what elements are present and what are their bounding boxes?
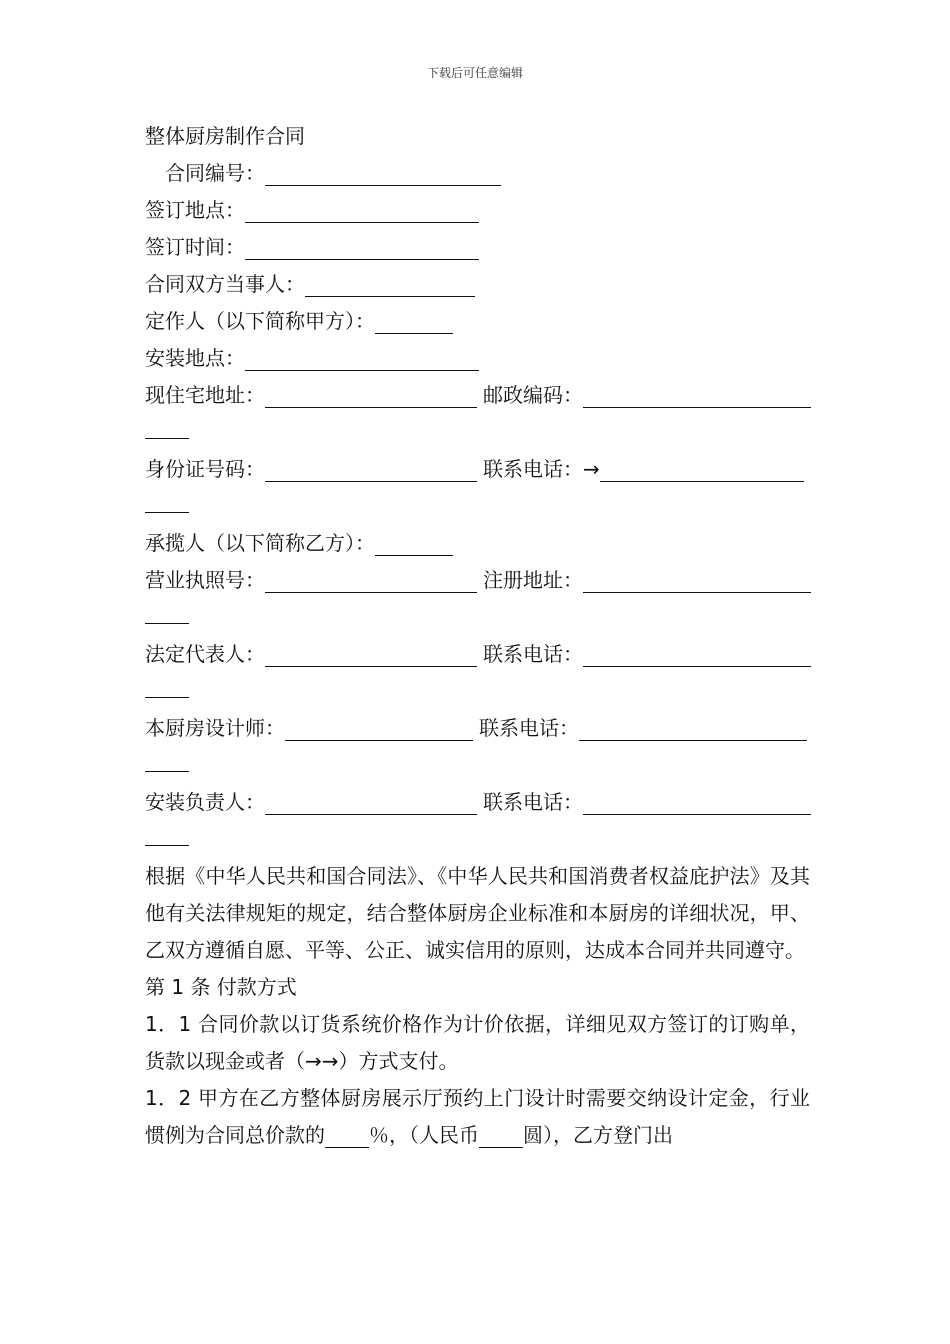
field-party-b [145,525,810,562]
contract-title: 整体厨房制作合同 [145,124,305,148]
field-label: 身份证号码： [145,457,265,481]
field-label: 本厨房设计师： [145,716,285,740]
blank-continuation [145,821,810,858]
clause-1-2 [145,1080,810,1154]
field-address [145,377,810,414]
field-label: 签订时间： [145,235,245,259]
field-label: 签订地点： [145,198,245,222]
field-label: 联系电话： [479,716,579,740]
blank-line[interactable] [583,383,811,408]
blank-line[interactable] [265,568,477,593]
field-sign-time [145,229,810,266]
contract-body [145,118,810,1154]
blank-line[interactable] [245,346,479,371]
clause-text: ％，（人民币 [369,1123,479,1147]
blank-line[interactable] [145,823,189,846]
blank-line[interactable] [245,235,479,260]
field-label: 合同双方当事人： [145,272,305,296]
field-label: 注册地址： [483,568,583,592]
blank-continuation [145,747,810,784]
field-party-a [145,303,810,340]
blank-line[interactable] [325,1123,369,1148]
field-contract-no [145,155,810,192]
blank-continuation [145,673,810,710]
field-id-no [145,451,810,488]
field-label: 安装地点： [145,346,245,370]
blank-line[interactable] [145,601,189,624]
blank-line[interactable] [265,161,501,186]
blank-line[interactable] [145,416,189,439]
field-label: 承揽人（以下简称乙方）： [145,531,375,555]
clause-text: 圆），乙方登门出 [523,1123,673,1147]
blank-line[interactable] [600,457,804,482]
blank-line[interactable] [375,309,453,334]
clause-1-1: 1．1 合同价款以订货系统价格作为计价依据，详细见双方签订的订购单，货款以现金或者（→→）方式支付。 [145,1012,810,1073]
field-legal-rep [145,636,810,673]
field-label: 法定代表人： [145,642,265,666]
field-label: 现住宅地址： [145,383,265,407]
field-label: 联系电话： [483,457,583,481]
field-label: 定作人（以下简称甲方）： [145,309,375,333]
field-label: 联系电话： [483,642,583,666]
field-designer [145,710,810,747]
field-installer [145,784,810,821]
blank-line[interactable] [479,1123,523,1148]
blank-line[interactable] [583,642,811,667]
blank-line[interactable] [265,790,477,815]
page-header: 下载后可任意编辑 [426,66,523,80]
blank-continuation [145,599,810,636]
field-parties [145,266,810,303]
field-sign-place [145,192,810,229]
blank-line[interactable] [579,716,807,741]
blank-line[interactable] [583,568,811,593]
field-license [145,562,810,599]
blank-continuation [145,414,810,451]
blank-line[interactable] [265,457,477,482]
field-label: 联系电话： [483,790,583,814]
field-install-place [145,340,810,377]
arrow-mark: → [583,457,600,481]
blank-line[interactable] [285,716,473,741]
blank-line[interactable] [265,642,477,667]
clause-text: 1．2 甲方在乙方整体厨房展示厅预约上门设计时需要交纳设计定金，行业惯例为合同总价款的 [145,1086,810,1147]
blank-line[interactable] [145,675,189,698]
blank-line[interactable] [245,198,479,223]
preamble-paragraph: 根据《中华人民共和国合同法》、《中华人民共和国消费者权益庇护法》及其他有关法律规矩的规定，结合整体厨房企业标准和本厨房的详细状况，甲、乙双方遵循自愿、平等、公正、诚实信用的原则，达成本合同并共同遵守。 [145,864,810,962]
field-label: 邮政编码： [483,383,583,407]
field-label: 营业执照号： [145,568,265,592]
blank-line[interactable] [583,790,811,815]
field-label: 安装负责人： [145,790,265,814]
blank-line[interactable] [145,490,189,513]
blank-line[interactable] [145,749,189,772]
blank-line[interactable] [305,272,475,297]
article-heading: 第 1 条 付款方式 [145,975,297,999]
blank-line[interactable] [375,531,453,556]
blank-line[interactable] [265,383,477,408]
field-label: 合同编号： [165,161,265,185]
blank-continuation [145,488,810,525]
